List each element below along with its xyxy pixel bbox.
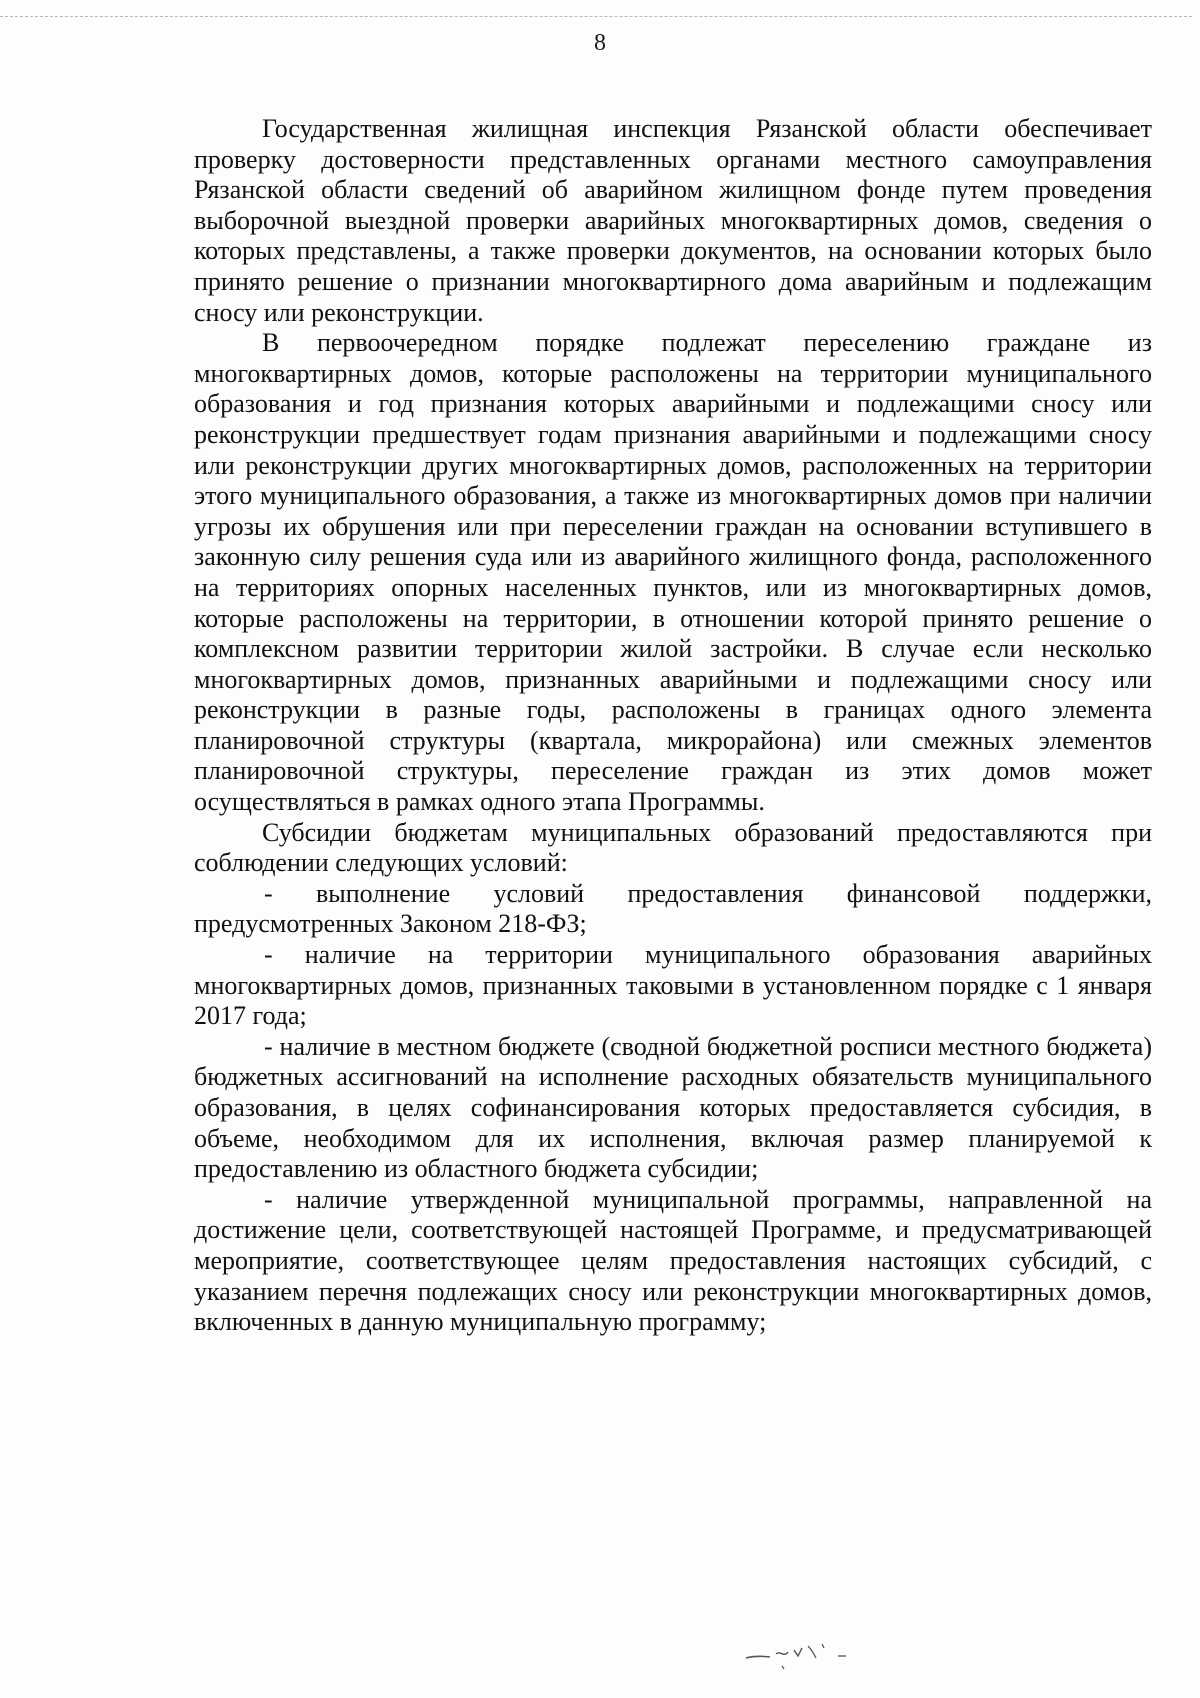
page-number: 8 bbox=[594, 30, 606, 56]
document-body bbox=[194, 114, 1152, 1338]
condition-list-item: - наличие в местном бюджете (сводной бюджетной росписи местного бюджета) бюджетных ассигнований на исполнение расходных обязательств муниципального образования, в целях софинансирования которых предоставляется субсидия, в объеме, необходимом для их исполнения, включая размер планируемой к предоставлению из областного бюджета субсидии; bbox=[194, 1031, 1152, 1184]
condition-list-item: - наличие на территории муниципального образования аварийных многоквартирных домов, признанных таковыми в установленном порядке с 1 января 2017 года; bbox=[194, 940, 1152, 1031]
scan-top-edge bbox=[0, 16, 1192, 17]
paragraph-priority-resettlement: В первоочередном порядке подлежат переселению граждане из многоквартирных домов, которые расположены на территории муниципального образования и год признания которых аварийными и подлежащими сносу или реконструкции предшествует годам признания аварийными и подлежащими сносу или реконструкции других многоквартирных домов, расположенных на территории этого муниципального образования, а также из многоквартирных домов при наличии угрозы их обрушения или при переселении граждан на основании вступившего в законную силу решения суда или из аварийного жилищного фонда, расположенного на территориях опорных населенных пунктов, или из многоквартирных домов, которые расположены на территории, в отношении которой принято решение о комплексном развитии территории жилой застройки. В случае если несколько многоквартирных домов, признанных аварийными и подлежащими сносу или реконструкции в разные годы, расположены в границах одного элемента планировочной структуры (квартала, микрорайона) или смежных элементов планировочной структуры, переселение граждан из этих домов может осуществляться в рамках одного этапа Программы. bbox=[194, 328, 1152, 817]
condition-list-item: - наличие утвержденной муниципальной программы, направленной на достижение цели, соответствующей настоящей Программе, и предусматривающей мероприятие, соответствующее целям предоставления настоящих субсидий, с указанием перечня подлежащих сносу или реконструкции многоквартирных домов, включенных в данную муниципальную программу; bbox=[194, 1184, 1152, 1337]
paragraph-subsidy-conditions: Субсидии бюджетам муниципальных образований предоставляются при соблюдении следующих условий: bbox=[194, 817, 1152, 878]
handwritten-mark bbox=[742, 1632, 862, 1672]
condition-list-item: - выполнение условий предоставления финансовой поддержки, предусмотренных Законом 218-ФЗ; bbox=[194, 878, 1152, 939]
paragraph-housing-inspection: Государственная жилищная инспекция Рязанской области обеспечивает проверку достоверности представленных органами местного самоуправления Рязанской области сведений об аварийном жилищном фонде путем проведения выборочной выездной проверки аварийных многоквартирных домов, сведения о которых представлены, а также проверки документов, на основании которых было принято решение о признании многоквартирного дома аварийным и подлежащим сносу или реконструкции. bbox=[194, 114, 1152, 327]
